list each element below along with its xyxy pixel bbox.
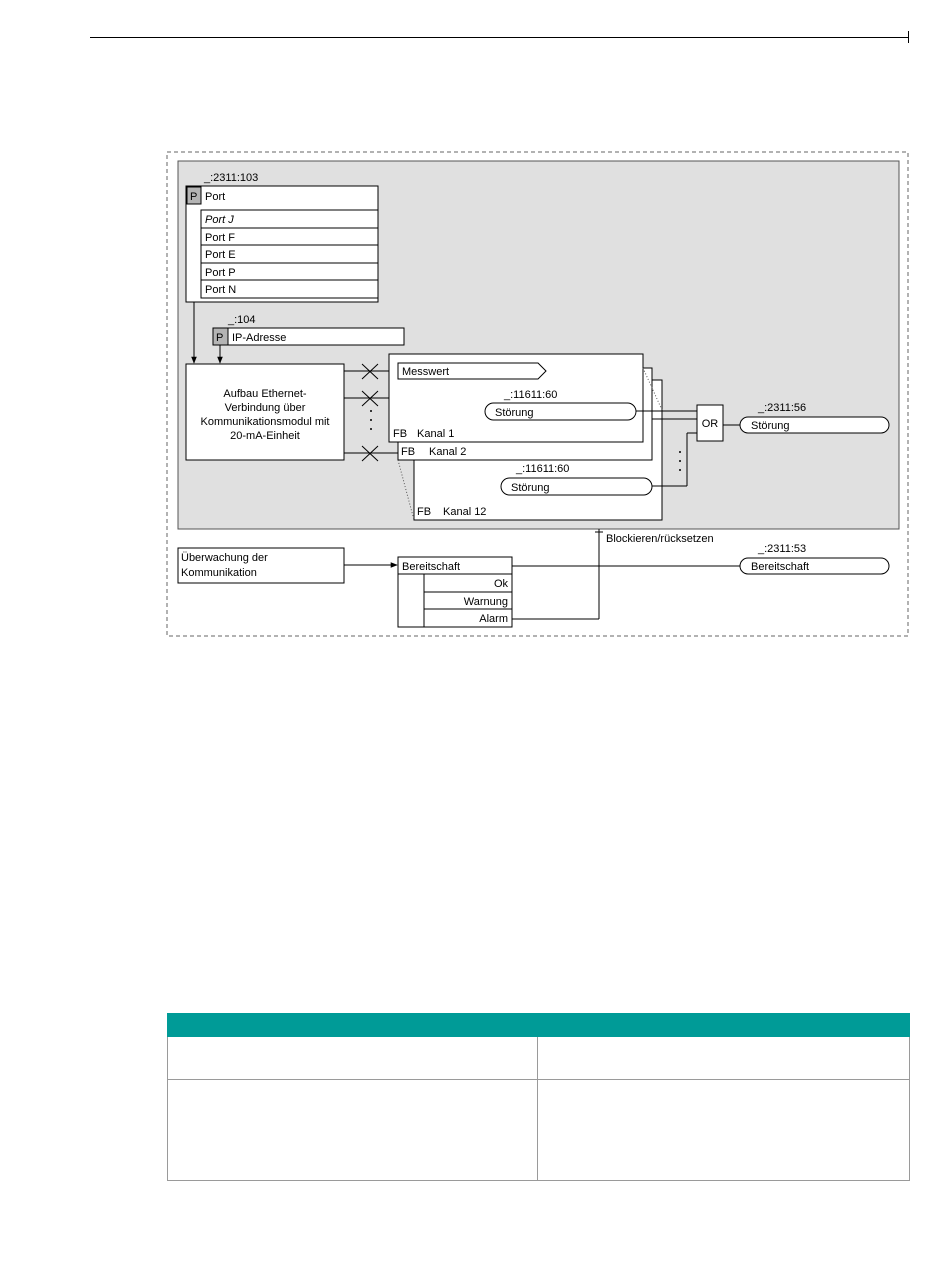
kanal1-fault-label: Störung xyxy=(495,407,534,419)
table-header-row xyxy=(168,1014,910,1037)
ellipsis-dot xyxy=(679,451,681,453)
fault-output-label: Störung xyxy=(751,420,790,432)
port-param-id: _:2311:103 xyxy=(204,172,259,184)
kanal12-fb-label: FB xyxy=(417,506,432,518)
ellipsis-dot xyxy=(370,419,372,421)
kanal12-fault-id: _:11611:60 xyxy=(516,463,570,475)
monitor-line-1: Überwachung der xyxy=(181,552,268,564)
messwert-label: Messwert xyxy=(402,366,450,378)
kanal12-name: Kanal 12 xyxy=(443,506,487,518)
connection-line-1: Aufbau Ethernet- xyxy=(223,388,307,400)
port-option-p[interactable]: Port P xyxy=(205,267,236,279)
ip-param-flag: P xyxy=(216,332,224,344)
readiness-state-warnung: Warnung xyxy=(463,596,508,608)
fault-output-id: _:2311:56 xyxy=(758,402,807,414)
connection-line-4: 20-mA-Einheit xyxy=(230,430,300,442)
kanal2-fb-label: FB xyxy=(401,446,416,458)
ip-param-id: _:104 xyxy=(228,314,256,326)
table-header-cell xyxy=(168,1014,538,1037)
ellipsis-dot xyxy=(679,469,681,471)
port-option-j[interactable]: Port J xyxy=(205,214,234,226)
info-table xyxy=(167,1013,910,1181)
readiness-output-label: Bereitschaft xyxy=(751,561,810,573)
ip-param-title: IP-Adresse xyxy=(232,332,287,344)
kanal2-name: Kanal 2 xyxy=(429,446,467,458)
port-param-flag: P xyxy=(190,191,198,203)
kanal12-fault-label: Störung xyxy=(511,482,550,494)
ellipsis-dot xyxy=(370,410,372,412)
table-cell xyxy=(538,1037,910,1080)
ellipsis-dot xyxy=(679,460,681,462)
or-gate-label: OR xyxy=(701,418,719,430)
connection-line-3: Kommunikationsmodul mit xyxy=(200,416,330,428)
connection-line-2: Verbindung über xyxy=(224,402,306,414)
table-cell xyxy=(538,1080,910,1181)
port-option-n[interactable]: Port N xyxy=(205,284,237,296)
readiness-title: Bereitschaft xyxy=(402,561,461,573)
ellipsis-dot xyxy=(370,428,372,430)
table-header-cell xyxy=(538,1014,910,1037)
table-cell xyxy=(168,1080,538,1181)
monitor-line-2: Kommunikation xyxy=(181,567,257,579)
port-param-title: Port xyxy=(205,191,226,203)
readiness-state-ok: Ok xyxy=(493,578,508,590)
readiness-state-alarm: Alarm xyxy=(479,613,508,625)
kanal1-name: Kanal 1 xyxy=(417,428,455,440)
kanal1-fb-label: FB xyxy=(393,428,408,440)
table-cell xyxy=(168,1037,538,1080)
table-row xyxy=(168,1080,910,1181)
port-option-f[interactable]: Port F xyxy=(205,232,235,244)
kanal1-fault-id: _:11611:60 xyxy=(504,389,558,401)
table-row xyxy=(168,1037,910,1080)
readiness-output-id: _:2311:53 xyxy=(758,543,807,555)
port-option-e[interactable]: Port E xyxy=(205,249,236,261)
block-reset-label: Blockieren/rücksetzen xyxy=(606,533,714,545)
